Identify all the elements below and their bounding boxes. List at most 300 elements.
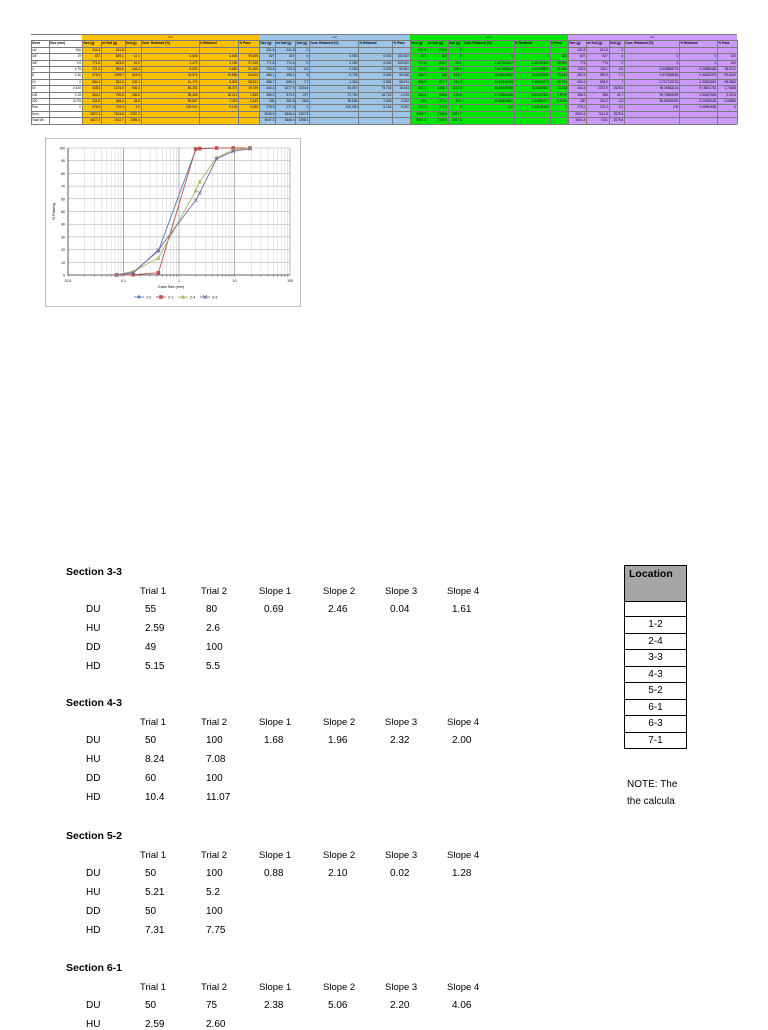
- table-cell: 58.821: [248, 79, 258, 84]
- section-column-header: Slope 3: [385, 982, 418, 993]
- table-cell: 684.4: [92, 79, 101, 84]
- section-title: Section 6-1: [66, 962, 123, 974]
- table-cell: 1.402: [229, 99, 238, 103]
- table-cell: 6345.4: [284, 118, 295, 123]
- section-column-header: Slope 1: [259, 717, 292, 728]
- section-value: 2.10: [328, 868, 348, 879]
- table-cell: 5062.4: [575, 111, 586, 116]
- section-column-header: Slope 1: [259, 586, 292, 597]
- table-cell: 33.60944033: [494, 79, 513, 84]
- table-cell: 0.375398583: [659, 73, 679, 78]
- table-cell: 773: [602, 60, 608, 65]
- size-value: 0.075: [73, 99, 81, 103]
- column-header: % Pass: [393, 41, 405, 46]
- column-header: Cum. Retained (%): [625, 41, 654, 46]
- table-cell: 99.78969005: [659, 92, 679, 97]
- table-cell: 827: [269, 54, 275, 59]
- table-cell: 7.617366824: [494, 67, 513, 71]
- table-gridline: [295, 40, 296, 123]
- table-cell: 12.1: [133, 54, 140, 59]
- table-cell: 7422.7: [114, 118, 124, 123]
- column-header: w/ Soil (g): [102, 41, 118, 46]
- table-cell: 0.133: [250, 99, 258, 103]
- column-header: Soil (g): [296, 41, 308, 46]
- table-cell: 1.52647825: [699, 92, 717, 97]
- table-cell: 698.9: [599, 79, 608, 84]
- table-gridline: [358, 40, 359, 123]
- column-header: Cum. Retained (%): [463, 41, 492, 46]
- series-line-3-3: [117, 149, 250, 275]
- table-cell: 0.028856773: [659, 67, 679, 71]
- table-cell: 139.1: [132, 79, 140, 84]
- x-tick-label: 10: [232, 279, 237, 283]
- section-value: 1.61: [452, 604, 472, 615]
- table-cell: 0.000: [383, 60, 392, 65]
- group-title: 1-2: [332, 35, 337, 39]
- table-cell: 241.8: [266, 47, 275, 52]
- section-value: 100: [206, 906, 223, 917]
- table-cell: 0.154: [383, 105, 392, 110]
- section-value: 2.60: [206, 1019, 226, 1030]
- table-cell: 92.383: [557, 67, 567, 71]
- data-point-2-1: [215, 146, 219, 150]
- table-cell: 725.5: [577, 67, 586, 71]
- table-cell: 0.039: [383, 67, 392, 71]
- table-cell: 0.605: [229, 54, 238, 59]
- table-cell: 217: [302, 92, 309, 97]
- note-line-1: NOTE: The: [627, 779, 678, 790]
- sieve-label: 3/8": [32, 60, 38, 65]
- section-column-header: Slope 4: [447, 850, 480, 861]
- table-cell: 241.8: [599, 47, 608, 52]
- sieve-label: Total Wt.: [32, 118, 45, 123]
- table-cell: 334.8: [92, 99, 101, 103]
- table-cell: 29.1: [455, 60, 462, 65]
- section-value: 100: [206, 868, 223, 879]
- table-cell: 354.2: [92, 92, 101, 97]
- table-cell: 98.26363101: [659, 86, 679, 91]
- table-cell: 241.8: [286, 47, 295, 52]
- sieve-label: 40: [32, 86, 36, 91]
- table-cell: 388: [602, 92, 608, 97]
- table-cell: 0: [459, 54, 462, 59]
- size-value: 2: [79, 79, 81, 84]
- table-cell: 338.5: [92, 86, 101, 91]
- section-value: 2.46: [328, 604, 348, 615]
- section-value: 5.15: [145, 661, 165, 672]
- section-row-label: HD: [86, 925, 101, 936]
- y-tick-label: 90: [61, 159, 65, 164]
- table-cell: 0.000: [401, 105, 409, 110]
- table-cell: 344.4: [577, 86, 586, 91]
- size-value: N/A: [75, 47, 81, 52]
- table-cell: 827: [420, 54, 427, 59]
- table-cell: 2.470: [189, 60, 198, 65]
- table-cell: 0.133: [229, 105, 238, 110]
- section-row-label: HU: [86, 887, 101, 898]
- table-cell: 0: [714, 54, 717, 59]
- section-title: Section 4-3: [66, 697, 123, 709]
- table-cell: 0.594: [383, 79, 392, 84]
- header-sieve: Sieve: [32, 41, 41, 46]
- y-tick-label: 60: [61, 197, 65, 202]
- table-cell: 356.3: [577, 92, 586, 97]
- table-cell: 0: [621, 60, 624, 65]
- table-cell: 2087.7: [451, 111, 462, 116]
- section-value: 5.2: [206, 887, 220, 898]
- table-gridline: [609, 40, 610, 123]
- table-cell: 277.3: [286, 105, 295, 110]
- table-gridline: [427, 40, 428, 123]
- table-cell: 2028.5: [613, 86, 624, 91]
- table-cell: 275.2: [577, 105, 586, 110]
- section-value: 5.06: [328, 1000, 348, 1011]
- table-cell: 1297.5: [298, 111, 309, 116]
- table-cell: 66.391: [557, 79, 567, 84]
- table-cell: 356.4: [418, 92, 427, 97]
- table-cell: 535.6: [439, 92, 448, 97]
- column-header: Cum. Retained (%): [142, 41, 171, 46]
- section-value: 1.68: [264, 735, 284, 746]
- table-cell: 81.057: [347, 86, 358, 91]
- column-header: w/ Soil (g): [276, 41, 292, 46]
- table-gridline: [31, 92, 737, 93]
- section-column-header: Slope 4: [447, 717, 480, 728]
- table-cell: 100: [507, 105, 513, 110]
- section-value: 2.59: [145, 1019, 165, 1030]
- table-gridline: [410, 40, 411, 123]
- section-value: 100: [206, 735, 223, 746]
- data-point-2-1: [194, 147, 198, 151]
- table-cell: 97.430: [248, 60, 258, 65]
- x-tick-label: 0.01: [64, 279, 72, 283]
- section-value: 1.28: [452, 868, 472, 879]
- table-cell: 7624.8: [114, 111, 124, 116]
- table-cell: 1.73636: [724, 86, 736, 91]
- column-header: Tare (g): [260, 41, 272, 46]
- table-cell: 1.407302617: [494, 60, 513, 65]
- table-cell: 5047.3: [264, 118, 275, 123]
- table-cell: 275.3: [266, 105, 275, 110]
- table-cell: 1.535: [250, 92, 258, 97]
- section-row-label: DU: [86, 868, 101, 879]
- table-gridline: [679, 40, 680, 123]
- column-header: Tare (g): [569, 41, 581, 46]
- location-item: 7-1: [625, 733, 686, 750]
- table-cell: 356.2: [266, 92, 275, 97]
- table-cell: 343.3: [266, 86, 275, 91]
- table-gridline: [550, 40, 551, 123]
- table-cell: 7153.9: [437, 118, 448, 123]
- table-cell: 8.530: [189, 67, 198, 71]
- section-column-header: Trial 1: [140, 982, 167, 993]
- section-column-header: Trial 1: [140, 717, 167, 728]
- sieve-analysis-table: [31, 34, 737, 135]
- table-cell: 4.2: [618, 99, 624, 103]
- table-cell: 0.732: [349, 73, 358, 78]
- table-cell: 771.6: [286, 60, 295, 65]
- section-value: 0.69: [264, 604, 284, 615]
- section-value: 5.21: [145, 887, 165, 898]
- sieve-label: Lid: [32, 47, 37, 52]
- table-cell: 98.674: [399, 79, 409, 84]
- table-cell: 99.961: [399, 67, 409, 71]
- table-cell: 2372.9: [598, 86, 608, 91]
- table-cell: 827: [602, 54, 608, 59]
- table-cell: 0: [714, 60, 717, 65]
- table-cell: 7155.8: [437, 111, 448, 116]
- table-cell: 823.5: [115, 60, 124, 65]
- table-cell: 0.000: [349, 60, 358, 65]
- table-cell: 131.3: [453, 79, 462, 84]
- note-text: [627, 776, 677, 810]
- table-cell: 2087.6: [451, 118, 462, 123]
- table-gridline: [624, 40, 625, 123]
- column-header: w/ Soil (g): [587, 41, 603, 46]
- table-cell: 0.000: [349, 54, 358, 59]
- table-cell: 38.1: [455, 99, 462, 103]
- section-value: 2.20: [390, 1000, 410, 1011]
- table-cell: 279.3: [439, 105, 448, 110]
- table-cell: 100.000: [345, 105, 358, 110]
- section-title: Section 3-3: [66, 566, 123, 578]
- data-point-2-4: [194, 188, 198, 192]
- table-cell: 0: [306, 60, 309, 65]
- section-value: 55: [145, 604, 157, 615]
- section-row-label: HU: [86, 754, 101, 765]
- legend-label-3-3: 3-3: [212, 295, 218, 300]
- table-cell: 771.6: [418, 60, 427, 65]
- location-item: 1-2: [625, 617, 686, 634]
- table-cell: 492.5: [577, 73, 586, 78]
- chart-svg: [46, 139, 300, 306]
- table-cell: 25.856: [227, 73, 238, 78]
- table-cell: 361.8: [286, 99, 295, 103]
- table-gridline: [31, 124, 737, 125]
- table-cell: 823.5: [115, 79, 124, 84]
- table-cell: 241.8: [439, 47, 448, 52]
- data-point-2-1: [157, 271, 161, 275]
- section-value: 49: [145, 642, 157, 653]
- section-column-header: Slope 3: [385, 717, 418, 728]
- table-gridline: [31, 98, 737, 99]
- table-cell: 2.165: [229, 60, 238, 65]
- table-cell: 368.4: [115, 99, 124, 103]
- table-cell: 5061.4: [575, 118, 586, 123]
- table-cell: 6346.4: [284, 111, 295, 116]
- table-cell: 241.8: [418, 47, 427, 52]
- section-value: 2.6: [206, 623, 220, 634]
- table-cell: 0.717743722: [659, 79, 679, 84]
- grain-size-chart: [45, 138, 301, 307]
- section-column-header: Slope 2: [323, 717, 356, 728]
- section-row-label: HU: [86, 1019, 101, 1030]
- table-cell: 771.6: [92, 60, 101, 65]
- column-header: Cum. Retained (%): [310, 41, 339, 46]
- table-cell: 0.039: [349, 67, 358, 71]
- table-cell: 9: [306, 73, 309, 78]
- table-cell: 2.9019: [557, 92, 567, 97]
- location-item: 5-2: [625, 683, 686, 700]
- table-cell: 688.7: [266, 79, 275, 84]
- table-gridline: [31, 104, 737, 105]
- table-cell: 0.2: [618, 105, 624, 110]
- table-cell: 0: [459, 47, 462, 52]
- sieve-label: 4: [32, 67, 34, 71]
- table-cell: 98.593: [557, 60, 567, 65]
- table-cell: 2395.4: [130, 118, 140, 123]
- y-axis-label: % Passing: [52, 203, 56, 220]
- section-column-header: Slope 2: [323, 982, 356, 993]
- section-value: 2.32: [390, 735, 410, 746]
- section-value: 2.59: [145, 623, 165, 634]
- table-gridline: [31, 117, 737, 118]
- table-cell: 5068.7: [416, 111, 427, 116]
- table-cell: 0.33663557: [699, 79, 717, 84]
- table-cell: 6.20978805: [531, 67, 549, 71]
- table-cell: 64.624: [248, 73, 258, 78]
- section-column-header: Slope 1: [259, 982, 292, 993]
- table-cell: 19.749: [248, 86, 258, 91]
- table-cell: 164.2: [132, 67, 140, 71]
- x-axis-label: Grain Size (mm): [157, 285, 185, 289]
- table-gridline: [31, 79, 737, 80]
- table-cell: 51.9: [133, 60, 140, 65]
- table-cell: 97.781: [347, 92, 358, 97]
- group-title: 2-4: [486, 35, 492, 39]
- section-value: 2.38: [264, 1000, 284, 1011]
- location-item: 4-3: [625, 667, 686, 684]
- table-cell: 771.6: [266, 60, 275, 65]
- table-cell: 97.5521782: [699, 86, 717, 91]
- table-cell: 100.000: [185, 105, 198, 110]
- section-row-label: HD: [86, 661, 101, 672]
- section-value: 80: [206, 604, 218, 615]
- legend-marker-2-1: [159, 295, 163, 299]
- table-cell: 486.7: [418, 73, 427, 78]
- column-header: % Retained: [680, 41, 698, 46]
- section-column-header: Slope 3: [385, 586, 418, 597]
- table-cell: 773: [579, 60, 586, 65]
- table-cell: 330: [579, 99, 586, 103]
- table-cell: 0.00963: [724, 99, 736, 103]
- column-header: % Pass: [239, 41, 251, 46]
- table-cell: 0: [734, 105, 736, 110]
- table-cell: 0: [621, 54, 624, 59]
- y-tick-label: 20: [61, 248, 65, 253]
- table-cell: 5.803: [229, 79, 238, 84]
- size-value: 9.5: [76, 60, 81, 65]
- section-row-label: HD: [86, 792, 101, 803]
- table-cell: 99.268: [399, 73, 409, 78]
- table-cell: 2.065: [383, 99, 392, 103]
- section-row-label: DD: [86, 906, 101, 917]
- table-gridline: [586, 40, 587, 123]
- section-value: 100: [206, 773, 223, 784]
- x-tick-label: 1: [178, 279, 180, 283]
- table-cell: 619.8: [132, 73, 140, 78]
- section-column-header: Slope 4: [447, 586, 480, 597]
- section-row-label: DD: [86, 773, 101, 784]
- group-title: 3-3: [168, 35, 173, 39]
- group-title: 2-1: [650, 35, 655, 39]
- table-cell: 18.214: [227, 92, 238, 97]
- table-gridline: [199, 40, 200, 123]
- table-cell: 39.072: [227, 86, 238, 91]
- table-cell: 86.68449788: [494, 86, 513, 91]
- table-cell: 91.460: [248, 67, 258, 71]
- section-column-header: Slope 4: [447, 982, 480, 993]
- table-cell: 79.732: [381, 86, 392, 91]
- table-gridline: [737, 40, 738, 123]
- table-gridline: [31, 72, 737, 73]
- table-cell: 0.605: [189, 54, 198, 59]
- table-cell: 275.2: [92, 105, 101, 110]
- sieve-label: 10: [32, 79, 36, 84]
- section-value: 7.31: [145, 925, 165, 936]
- table-cell: 0: [565, 105, 567, 110]
- sieve-label: Sum: [32, 111, 39, 116]
- table-cell: 3.2: [135, 105, 140, 110]
- section-column-header: Slope 2: [323, 850, 356, 861]
- table-cell: 7: [621, 79, 624, 84]
- section-value: 8.24: [145, 754, 165, 765]
- section-row-label: HU: [86, 623, 101, 634]
- table-cell: 128.4: [453, 67, 462, 71]
- section-column-header: Slope 2: [323, 586, 356, 597]
- sieve-label: 200: [32, 99, 38, 103]
- table-cell: 885.5: [115, 67, 124, 71]
- table-cell: 99.99036909: [659, 99, 679, 103]
- table-cell: 335: [420, 99, 427, 103]
- section-value: 0.04: [390, 604, 410, 615]
- table-cell: 2: [306, 105, 309, 110]
- table-cell: 0.02885448: [699, 67, 717, 71]
- table-gridline: [448, 40, 449, 123]
- table-cell: 5827.3: [90, 111, 101, 116]
- table-cell: 41.179: [187, 79, 198, 84]
- section-value: 100: [206, 642, 223, 653]
- y-tick-label: 70: [61, 184, 65, 189]
- table-cell: 900: [441, 73, 448, 78]
- location-item: 2-4: [625, 634, 686, 651]
- section-value: 0.02: [390, 868, 410, 879]
- table-cell: 100: [561, 54, 567, 59]
- section-row-label: DU: [86, 604, 101, 615]
- table-cell: 5048.9: [264, 111, 275, 116]
- section-value: 5.5: [206, 661, 220, 672]
- table-cell: 0: [621, 47, 624, 52]
- column-header: % Retained: [199, 41, 217, 46]
- section-row-label: DU: [86, 735, 101, 746]
- table-cell: 827: [289, 54, 295, 59]
- size-value: 4.75: [74, 67, 81, 71]
- section-column-header: Trial 2: [201, 586, 228, 597]
- table-gridline: [49, 40, 50, 123]
- table-cell: 99.867: [187, 99, 198, 103]
- table-gridline: [31, 111, 737, 112]
- location-item: 3-3: [625, 650, 686, 667]
- table-cell: 26.55640882: [494, 73, 513, 78]
- table-cell: 827: [441, 54, 448, 59]
- table-cell: 1298.1: [298, 118, 309, 123]
- table-cell: 0.34625378: [699, 73, 717, 78]
- table-gridline: [31, 47, 737, 48]
- table-cell: 343.1: [418, 86, 427, 91]
- table-cell: 26.8: [302, 99, 309, 103]
- location-item: 6-3: [625, 716, 686, 733]
- table-cell: 98.465: [187, 92, 198, 97]
